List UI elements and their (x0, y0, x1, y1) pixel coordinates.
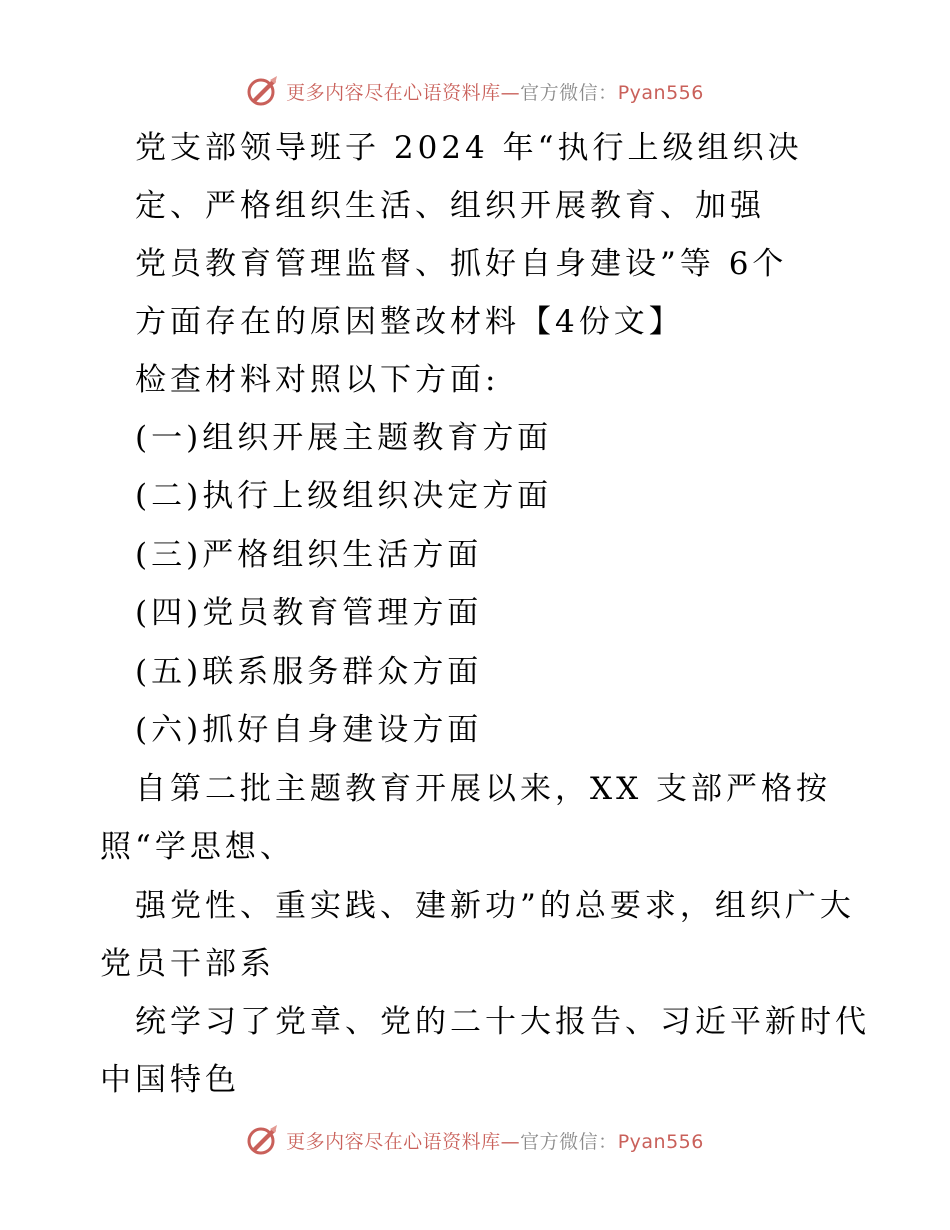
header-watermark-banner (0, 71, 950, 111)
document-title-line-1: 党支部领导班子 2024 年“执行上级组织决 (135, 130, 803, 166)
list-item: (五)联系服务群众方面 (135, 654, 483, 690)
list-item: (二)执行上级组织决定方面 (135, 478, 553, 514)
body-line-2: 照“学思想、 (100, 829, 295, 865)
document-title-line-4: 方面存在的原因整改材料【4份文】 (135, 304, 684, 340)
body-line-5: 统学习了党章、党的二十大报告、习近平新时代 (135, 1004, 870, 1040)
intro-line: 检查材料对照以下方面: (135, 362, 500, 398)
body-line-4: 党员干部系 (100, 946, 275, 982)
footer-watermark-banner (0, 1120, 950, 1160)
list-item: (四)党员教育管理方面 (135, 595, 483, 631)
footer-watermark-text: 更多内容尽在心语资料库—官方微信：Pyan556 (286, 1130, 704, 1153)
body-line-1: 自第二批主题教育开展以来，XX 支部严格按 (135, 771, 831, 807)
body-line-6: 中国特色 (100, 1062, 240, 1098)
list-item: (三)严格组织生活方面 (135, 537, 483, 573)
list-item: (一)组织开展主题教育方面 (135, 420, 553, 456)
list-item: (六)抓好自身建设方面 (135, 712, 483, 748)
body-line-3: 强党性、重实践、建新功”的总要求，组织广大 (135, 888, 855, 924)
header-watermark-text: 更多内容尽在心语资料库—官方微信：Pyan556 (286, 81, 704, 104)
quill-logo-icon (246, 1123, 280, 1157)
document-title-line-3: 党员教育管理监督、抓好自身建设”等 6个 (135, 246, 788, 282)
quill-logo-icon (246, 74, 280, 108)
document-title-line-2: 定、严格组织生活、组织开展教育、加强 (135, 188, 765, 224)
